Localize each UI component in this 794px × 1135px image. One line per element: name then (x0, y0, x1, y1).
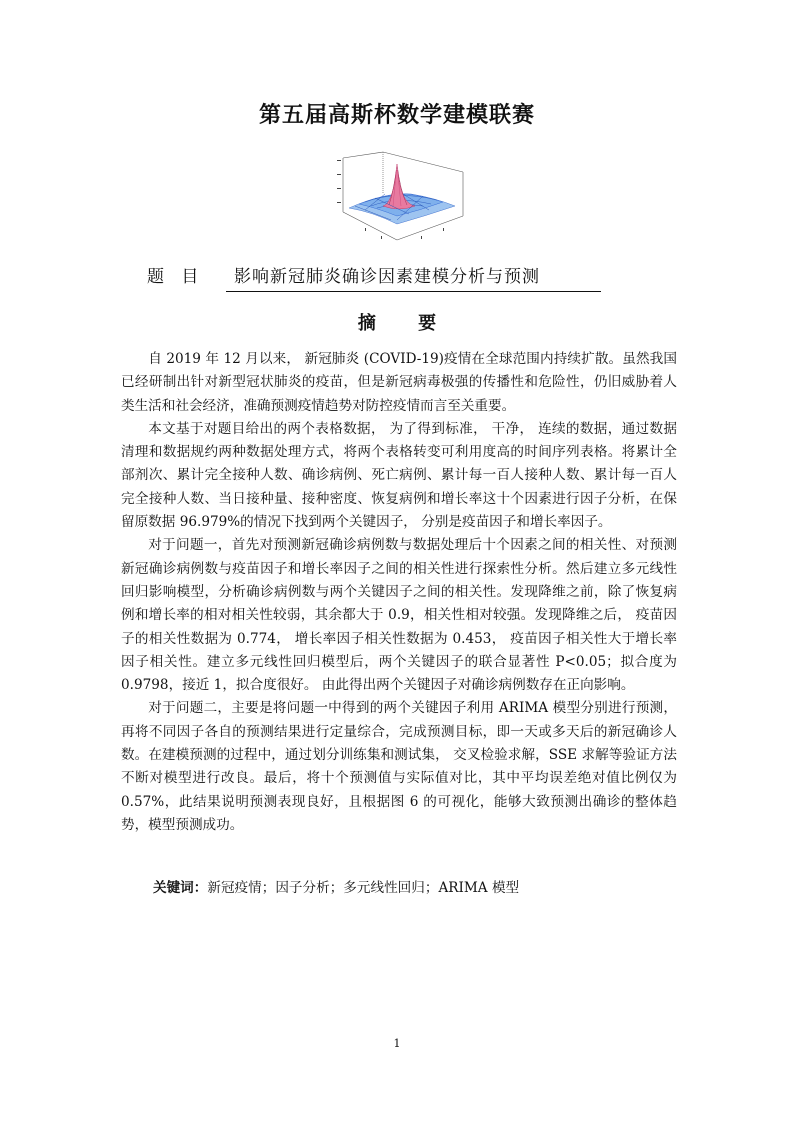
keywords-label: 关键词： (153, 880, 208, 896)
abstract-paragraph: 对于问题一，首先对预测新冠确诊病例数与数据处理后十个因素之间的相关性、对预测新冠确诊病例数与疫苗因子和增长率因子之间的相关性进行探索性分析。然后建立多元线性回归影响模型，分析确诊病例数与两个关键因子之间的相关性。发现降维之前，除了恢复病例和增长率的相对相关性较弱，其余都大于 0.9，相关性相对较强。发现降维之后， 疫苗因子的相关性数据为 0.774， 增长率因子相关性数据为 0.453， 疫苗因子相关性大于增长率因子相关性。建立多元线性回归模型后，两个关键因子的联合显著性 P<0.05；拟合度为 0.9798，接近 1，拟合度很好。 由此得出两个关键因子对确诊病例数存在正向影响。 (121, 537, 677, 694)
surface-plot-logo (325, 150, 470, 250)
topic-underline (226, 291, 601, 292)
paper-title: 第五届高斯杯数学建模联赛 (258, 102, 535, 128)
abstract-body (121, 348, 677, 837)
abstract-paragraph: 对于问题二，主要是将问题一中得到的两个关键因子利用 ARIMA 模型分别进行预测，再将不同因子各自的预测结果进行定量综合，完成预测目标，即一天或多天后的新冠确诊人数。在建模预测的过程中，通过划分训练集和测试集， 交叉检验求解，SSE 求解等验证方法不断对模型进行改良。最后，将十个预测值与实际值对比，其中平均误差绝对值比例仅为 0.57%，此结果说明预测表现良好，且根据图 6 的可视化，能够大致预测出确诊的整体趋势，模型预测成功。 (121, 700, 677, 833)
keywords-text: 新冠疫情；因子分析；多元线性回归；ARIMA 模型 (207, 880, 520, 896)
topic-title: 影响新冠肺炎确诊因素建模分析与预测 (234, 267, 540, 287)
keywords-line (153, 876, 519, 896)
topic-label: 题 目 (147, 267, 205, 287)
abstract-paragraph: 本文基于对题目给出的两个表格数据， 为了得到标准， 干净， 连续的数据，通过数据清理和数据规约两种数据处理方式，将两个表格转变可利用度高的时间序列表格。将累计全部剂次、累计完全接种人数、确诊病例、死亡病例、累计每一百人接种人数、累计每一百人完全接种人数、当日接种量、接种密度、恢复病例和增长率这十个因素进行因子分析，在保留原数据 96.979%的情况下找到两个关键因子， 分别是疫苗因子和增长率因子。 (121, 420, 677, 531)
abstract-paragraph: 自 2019 年 12 月以来， 新冠肺炎 (COVID-19)疫情在全球范围内持续扩散。虽然我国已经研制出针对新型冠状肺炎的疫苗，但是新冠病毒极强的传播性和危险性，仍旧威胁着人类生活和社会经济，准确预测疫情趋势对防控疫情而言至关重要。 (121, 351, 677, 414)
page-number: 1 (393, 1037, 401, 1050)
abstract-heading: 摘 要 (357, 313, 455, 334)
